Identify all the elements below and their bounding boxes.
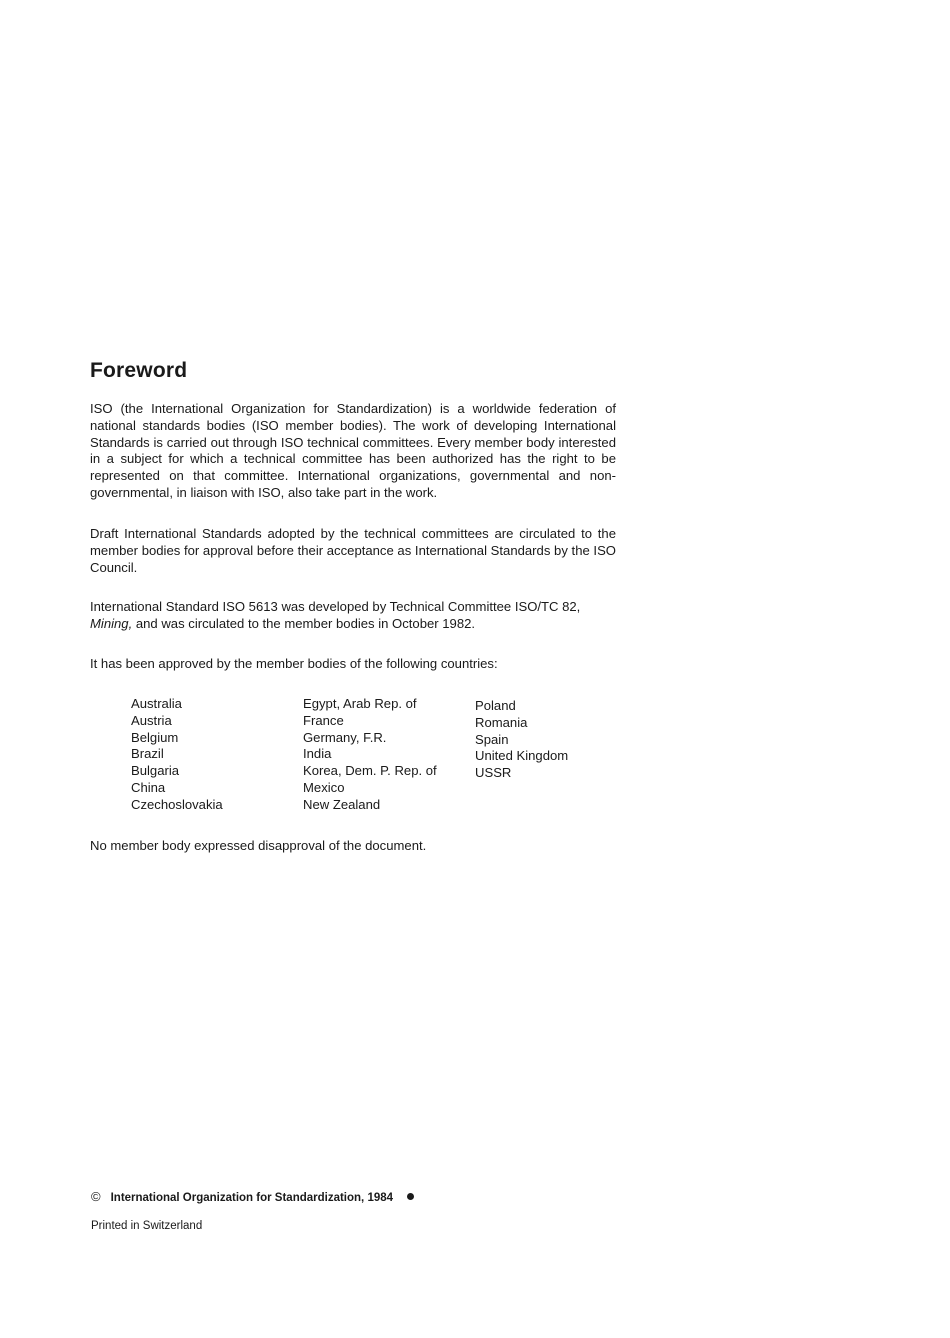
country-list-column-2 — [303, 696, 437, 814]
country-item: United Kingdom — [475, 748, 569, 764]
intro-paragraph: ISO (the International Organization for Standardization) is a worldwide federation of national standards bodies (ISO member bodies). The work of developing International Standards is carried out through ISO technical committees. Every member body interested in a subject for which a technical committee has been authorized has the right to be represented on that committee. International organizations, governmental and non-governmental, in liaison with ISO, also take part in the work. — [90, 401, 616, 500]
country-item: New Zealand — [303, 796, 381, 812]
approval-paragraph: It has been approved by the member bodies of the following countries: — [90, 656, 498, 671]
country-item: Germany, F.R. — [303, 729, 387, 745]
copyright-text: International Organization for Standardization, 1984 — [110, 1192, 394, 1204]
country-item: Korea, Dem. P. Rep. of — [303, 763, 437, 779]
country-item: Austria — [131, 712, 172, 728]
country-item: Poland — [475, 698, 516, 713]
country-item: Egypt, Arab Rep. of — [303, 696, 417, 711]
country-item: Romania — [475, 714, 528, 730]
country-item: China — [131, 779, 166, 795]
development-paragraph — [90, 599, 616, 633]
country-item: Spain — [475, 731, 509, 747]
country-item: Mexico — [303, 779, 345, 795]
copyright-icon: © — [91, 1189, 101, 1204]
development-text-end: and was circulated to the member bodies in October 1982. — [135, 615, 476, 631]
country-item: Bulgaria — [131, 763, 180, 779]
country-list-column-3 — [475, 698, 568, 782]
committee-name: Mining, — [90, 615, 133, 631]
country-item: USSR — [475, 765, 512, 781]
draft-standards-paragraph: Draft International Standards adopted by the technical committees are circulated to the member bodies for approval before their acceptance as International Standards by the ISO Council. — [90, 526, 616, 575]
bullet-icon — [407, 1193, 414, 1200]
country-item: Brazil — [131, 746, 164, 762]
printed-in-line: Printed in Switzerland — [91, 1220, 203, 1232]
country-item: France — [303, 712, 344, 728]
country-item: Czechoslovakia — [131, 796, 223, 812]
copyright-line — [91, 1189, 414, 1204]
country-item: India — [303, 746, 332, 762]
disapproval-paragraph: No member body expressed disapproval of the document. — [90, 838, 427, 853]
country-item: Belgium — [131, 729, 179, 745]
page-title: Foreword — [90, 359, 188, 382]
country-list-column-1 — [131, 696, 223, 814]
country-item: Australia — [131, 696, 182, 711]
development-text-start: International Standard ISO 5613 was developed by Technical Committee ISO/TC 82, — [90, 599, 581, 614]
